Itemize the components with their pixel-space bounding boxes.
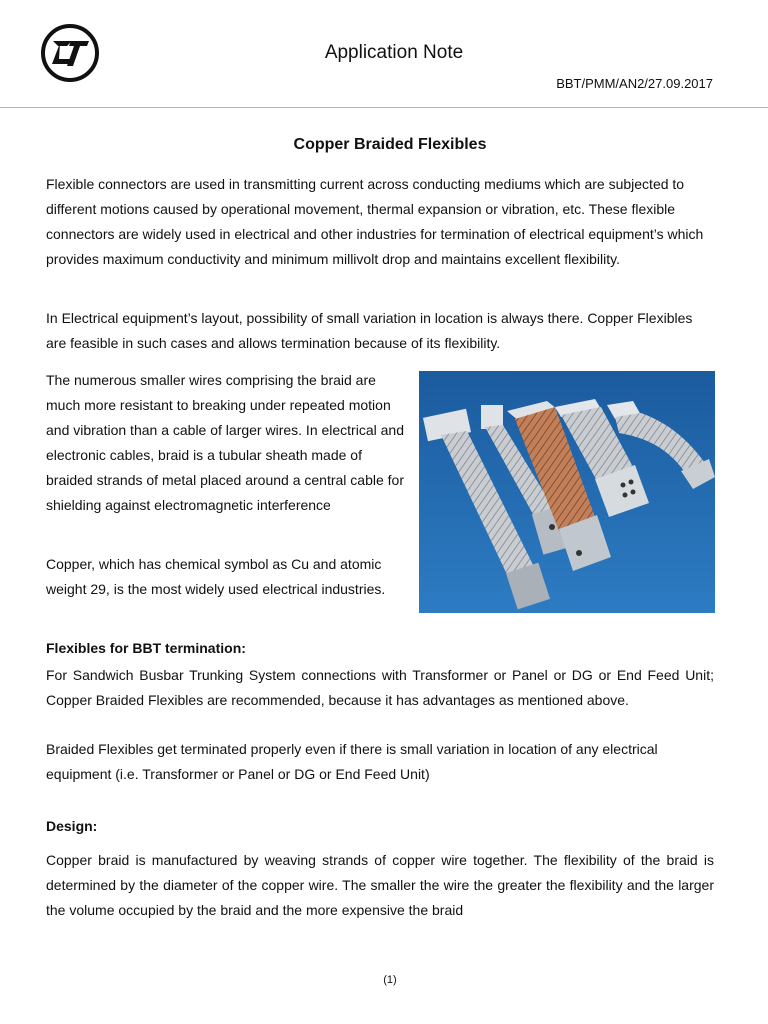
header-divider [0,107,768,108]
bbt-paragraph-2: Braided Flexibles get terminated properly even if there is small variation in location of any electrical equipment (i.e. Transformer or Panel or DG or End Feed Unit) [46,741,658,782]
braid-paragraph: The numerous smaller wires comprising the braid are much more resistant to breaking under repeated motion and vibration than a cable of larger wires. In electrical and electronic cables, braid is a tubular sheath made of braided strands of metal placed around a central cable for shielding against electromagnetic interference [46,372,404,513]
bbt-heading: Flexibles for BBT termination: [46,640,246,656]
design-paragraph: Copper braid is manufactured by weaving strands of copper wire together. The flexibility of the braid is determined by the diameter of the copper wire. The smaller the wire the greater the flexibility and the larger the volume occupied by the braid and the more expensive the braid [46,852,714,918]
page-header [0,0,768,110]
document-reference: BBT/PMM/AN2/27.09.2017 [556,76,713,91]
copper-paragraph: Copper, which has chemical symbol as Cu and atomic weight 29, is the most widely used electrical industries. [46,556,386,597]
header-title: Application Note [324,42,464,63]
document-title: Copper Braided Flexibles [293,136,487,153]
intro-paragraph: Flexible connectors are used in transmitting current across conducting mediums which are subjected to different motions caused by operational movement, thermal expansion or vibration, etc. These flexible connectors are widely used in electrical and other industries for termination of electrical equipment’s which provides maximum conductivity and minimum millivolt drop and maintains excellent flexibility. [46,176,704,267]
bbt-paragraph-1: For Sandwich Busbar Trunking System connections with Transformer or Panel or DG or End Feed Unit; Copper Braided Flexibles are recommended, because it has advantages as mentioned above. [46,667,714,708]
design-heading: Design: [46,818,98,834]
page-number: (1) [383,974,397,986]
copper-flexibles-photo [419,371,715,613]
layout-paragraph: In Electrical equipment’s layout, possibility of small variation in location is always there. Copper Flexibles are feasible in such cases and allows termination because of its flexibility. [46,310,693,351]
